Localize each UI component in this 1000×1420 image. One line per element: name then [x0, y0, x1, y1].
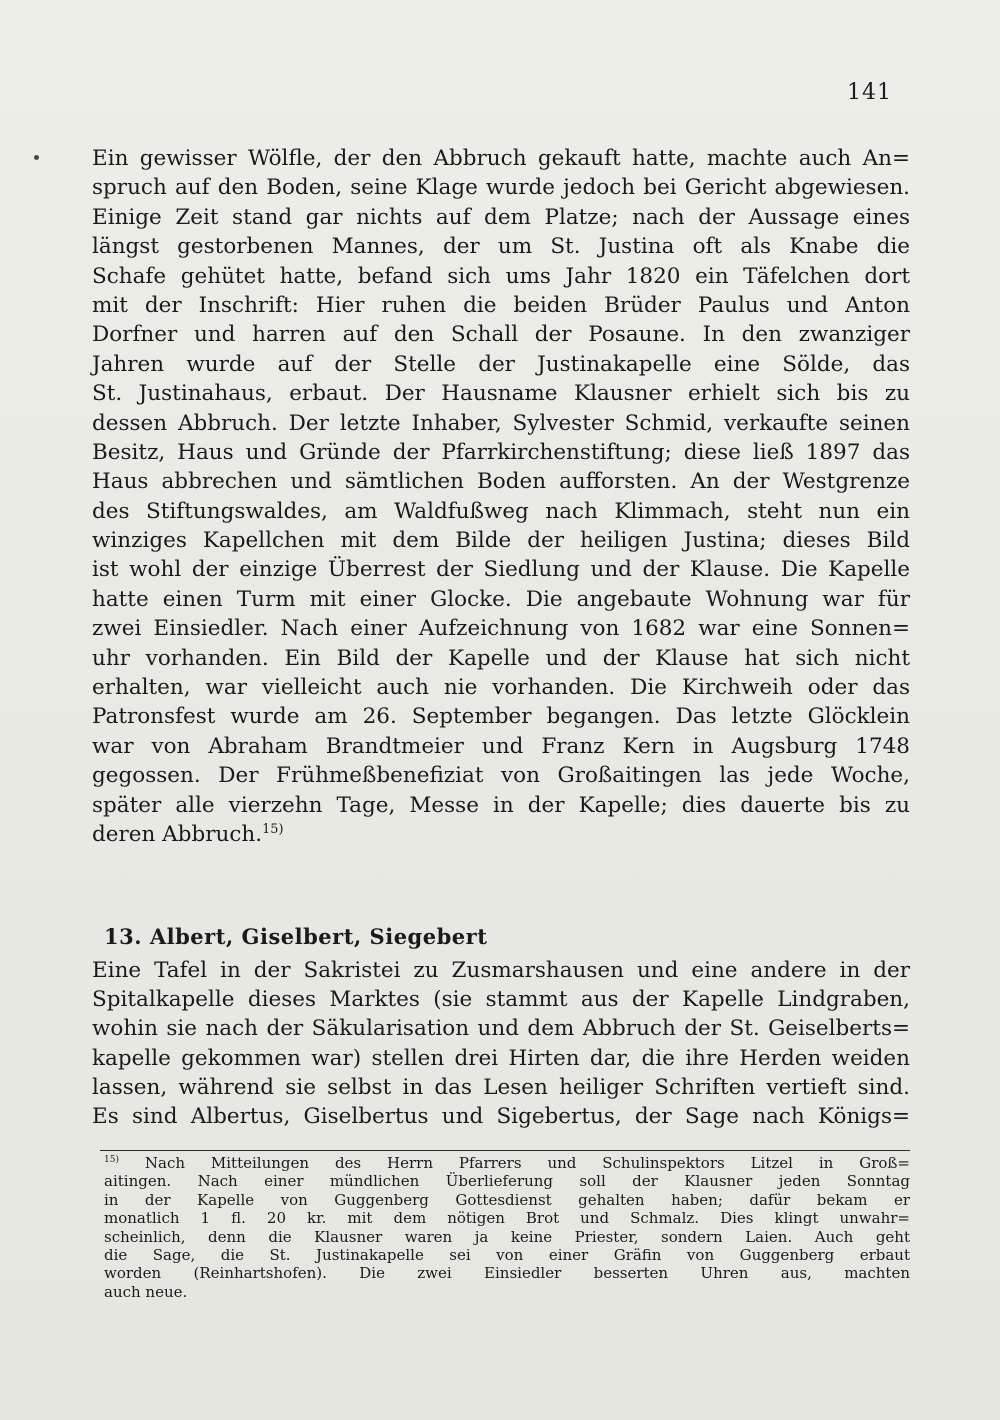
text-line: winziges Kapellchen mit dem Bilde der heiligen Justina; dieses Bild — [92, 528, 910, 554]
text-line: spruch auf den Boden, seine Klage wurde jedoch bei Gericht abgewiesen. — [92, 175, 910, 201]
text-line: Schafe gehütet hatte, befand sich ums Jahr 1820 ein Täfelchen dort — [92, 263, 910, 289]
text-line: Spitalkapelle dieses Marktes (sie stammt aus der Kapelle Lindgraben, — [92, 987, 910, 1013]
text-line: gegossen. Der Frühmeßbenefiziat von Großaitingen las jede Woche, — [92, 763, 910, 789]
page-number: 141 — [847, 80, 892, 105]
text-line: dessen Abbruch. Der letzte Inhaber, Sylvester Schmid, verkaufte seinen — [92, 410, 910, 436]
text-line: zwei Einsiedler. Nach einer Aufzeichnung von 1682 war eine Sonnen= — [92, 616, 910, 642]
footnote-line: aitingen. Nach einer mündlichen Überlieferung soll der Klausner jeden Sonntag — [104, 1172, 910, 1191]
footnote-line: scheinlich, denn die Klausner waren ja keine Priester, sondern Laien. Auch geht — [104, 1227, 910, 1246]
text-line: Jahren wurde auf der Stelle der Justinakapelle eine Sölde, das — [92, 351, 910, 377]
text-fragment: Nach Mitteilungen des Herrn Pfarrers und Schulinspektors Litzel in Groß= — [144, 1154, 910, 1172]
text-line: St. Justinahaus, erbaut. Der Hausname Klausner erhielt sich bis zu — [92, 381, 910, 407]
text-line: Es sind Albertus, Giselbertus und Sigebertus, der Sage nach Königs= — [92, 1103, 910, 1129]
footnote-line: worden (Reinhartshofen). Die zwei Einsiedler besserten Uhren aus, machten — [104, 1264, 910, 1283]
text-line: Eine Tafel in der Sakristei zu Zusmarshausen und eine andere in der — [92, 958, 910, 983]
footnote-number: 15) — [104, 1155, 119, 1165]
margin-dot — [34, 155, 39, 160]
text-line: des Stiftungswaldes, am Waldfußweg nach Klimmach, steht nun ein — [92, 498, 910, 524]
footnote-line: monatlich 1 fl. 20 kr. mit dem nötigen Brot und Schmalz. Dies klingt unwahr= — [104, 1209, 910, 1228]
text-line: Dorfner und harren auf den Schall der Posaune. In den zwanziger — [92, 322, 910, 348]
text-line: Patronsfest wurde am 26. September begangen. Das letzte Glöcklein — [92, 704, 910, 730]
footnote-divider — [100, 1150, 910, 1151]
body-paragraph — [92, 144, 910, 849]
text-line: ist wohl der einzige Überrest der Siedlung und der Klause. Die Kapelle — [92, 557, 910, 583]
footnote-reference: 15) — [262, 821, 284, 837]
text-line: längst gestorbenen Mannes, der um St. Justina oft als Knabe die — [92, 234, 910, 260]
footnote-block — [104, 1154, 910, 1301]
text-line — [92, 820, 910, 849]
section-paragraph — [92, 956, 910, 1131]
text-line: uhr vorhanden. Ein Bild der Kapelle und der Klause hat sich nicht — [92, 645, 910, 671]
footnote-line — [104, 1154, 910, 1172]
text-line: wohin sie nach der Säkularisation und dem Abbruch der St. Geiselberts= — [92, 1016, 910, 1042]
text-line: mit der Inschrift: Hier ruhen die beiden Brüder Paulus und Anton — [92, 292, 910, 318]
text-line: später alle vierzehn Tage, Messe in der Kapelle; dies dauerte bis zu — [92, 792, 910, 818]
text-line: hatte einen Turm mit einer Glocke. Die angebaute Wohnung war für — [92, 586, 910, 612]
text-line: erhalten, war vielleicht auch nie vorhanden. Die Kirchweih oder das — [92, 675, 910, 701]
text-line: lassen, während sie selbst in das Lesen heiliger Schriften vertieft sind. — [92, 1074, 910, 1100]
footnote-line: auch neue. — [104, 1282, 188, 1301]
text-line: Ein gewisser Wölfle, der den Abbruch gekauft hatte, machte auch An= — [92, 146, 910, 171]
footnote-line: in der Kapelle von Guggenberg Gottesdienst gehalten haben; dafür bekam er — [104, 1190, 910, 1209]
text-line: kapelle gekommen war) stellen drei Hirten dar, die ihre Herden weiden — [92, 1045, 910, 1071]
footnote-line: die Sage, die St. Justinakapelle sei von einer Gräfin von Guggenberg erbaut — [104, 1245, 910, 1264]
text-line: Besitz, Haus und Gründe der Pfarrkirchenstiftung; diese ließ 1897 das — [92, 439, 910, 465]
text-line: Haus abbrechen und sämtlichen Boden aufforsten. An der Westgrenze — [92, 469, 910, 495]
text-line: war von Abraham Brandtmeier und Franz Kern in Augsburg 1748 — [92, 733, 910, 759]
text-line: Einige Zeit stand gar nichts auf dem Platze; nach der Aussage eines — [92, 204, 910, 230]
text-fragment: deren Abbruch. — [92, 821, 263, 847]
section-heading: 13. Albert, Giselbert, Siegebert — [104, 924, 488, 949]
